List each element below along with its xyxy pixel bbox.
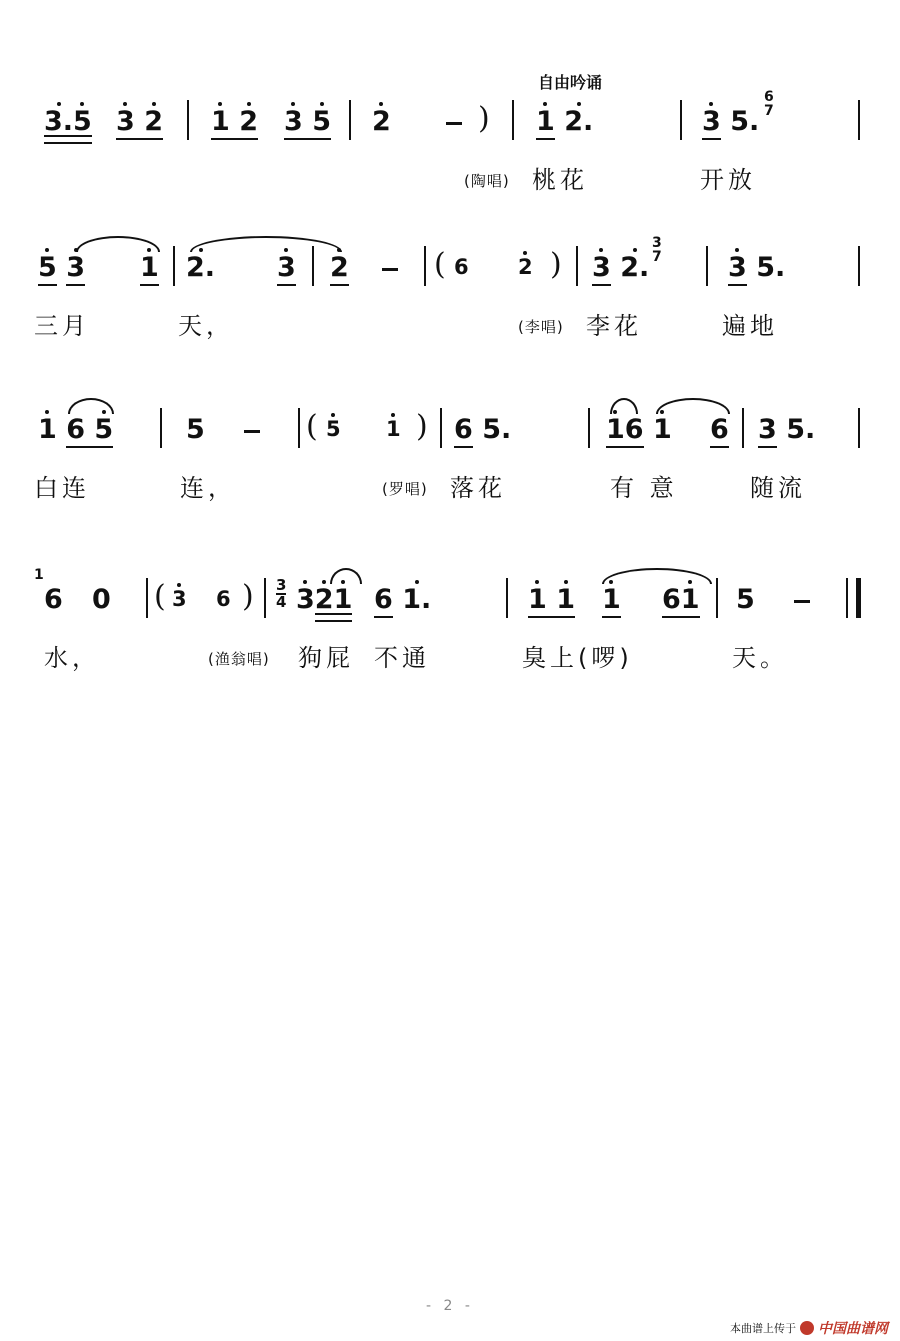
lyric: 白连: [34, 474, 90, 502]
tempo-mark: 自由吟诵: [538, 73, 603, 92]
score-row-4: [0, 567, 900, 690]
note-group: 1 2.: [536, 106, 594, 137]
lyric: 开放: [700, 166, 756, 194]
paren-close: ): [550, 247, 562, 282]
dash: [794, 600, 810, 603]
bar-line: [424, 246, 426, 286]
lyric: 三月: [34, 312, 90, 340]
lyric: 不通: [374, 644, 430, 672]
grace-note: 1: [34, 567, 44, 583]
lyric: 落花: [450, 474, 506, 502]
note-group: 1 1: [528, 584, 575, 615]
lyric: 有 意: [610, 474, 678, 502]
note-group: 321: [296, 584, 353, 615]
bar-line: [349, 100, 351, 140]
note-group: 3 5.: [702, 106, 760, 137]
note-group: 3.5: [44, 106, 92, 137]
singer-label: (陶唱): [464, 172, 510, 190]
lyric: 李花: [586, 312, 642, 340]
note: 1: [140, 252, 159, 283]
note: 2: [330, 252, 349, 283]
paren-close: ): [416, 409, 428, 444]
score-row-2: [0, 235, 900, 358]
note-group: 6 5.: [454, 414, 512, 445]
lyric: 随流: [750, 474, 806, 502]
source-prefix: 本曲谱上传于: [730, 1322, 796, 1335]
lyric: 狗屁: [298, 644, 354, 672]
singer-label: (李唱): [518, 318, 564, 336]
bar-line: [576, 246, 578, 286]
note: 5: [186, 414, 205, 445]
bar-line: [298, 408, 300, 448]
lyric: 天。: [732, 644, 788, 672]
bar-line: [742, 408, 744, 448]
note-group: 1 2: [211, 106, 258, 137]
source-credit: [730, 1318, 888, 1338]
bar-line: [312, 246, 314, 286]
final-bar-thin: [846, 578, 848, 618]
lyric: 水，: [44, 644, 100, 672]
note-group: 6 1.: [374, 584, 432, 615]
note: 2: [372, 106, 391, 137]
note: 5: [326, 417, 341, 441]
note-group: 3 2.: [592, 252, 650, 283]
note-group: 3 2: [116, 106, 163, 137]
tie: [602, 568, 712, 584]
note-group: 3 5: [284, 106, 331, 137]
paren-close: ): [242, 579, 254, 614]
bar-line: [680, 100, 682, 140]
lyric: 桃花: [532, 166, 588, 194]
site-logo-icon: [800, 1321, 814, 1335]
score-row-1: [0, 89, 900, 212]
lyric: 天，: [178, 312, 234, 340]
dash: [446, 122, 462, 125]
page-number: - 2 -: [426, 1298, 474, 1314]
note: 6: [44, 584, 63, 615]
bar-line: [173, 246, 175, 286]
lyric: 遍地: [722, 312, 778, 340]
note: 3: [277, 252, 296, 283]
note-group: 61: [662, 584, 700, 615]
bar-line: [858, 100, 860, 140]
bar-line: [264, 578, 266, 618]
paren-open: (: [434, 247, 446, 282]
grace-note: 6 7: [764, 89, 774, 119]
tie: [330, 568, 362, 584]
note: 6: [216, 587, 231, 611]
bar-line: [588, 408, 590, 448]
singer-label: (罗唱): [382, 480, 428, 498]
note-group: 1 6 5: [38, 414, 114, 445]
note-group: 5 3: [38, 252, 85, 283]
grace-note: 3 7: [652, 235, 662, 265]
paren-open: (: [154, 579, 166, 614]
bar-line: [706, 246, 708, 286]
note: 2.: [186, 252, 216, 283]
bar-line: [858, 246, 860, 286]
note: 0: [92, 584, 111, 615]
bar-line: [187, 100, 189, 140]
time-signature: 3 4: [276, 576, 287, 611]
paren-open: (: [306, 409, 318, 444]
singer-label: (渔翁唱): [208, 650, 270, 668]
lyric: 连，: [180, 474, 236, 502]
note: 5: [736, 584, 755, 615]
bar-line: [716, 578, 718, 618]
note: 6: [710, 414, 729, 445]
score-row-3: [0, 400, 900, 520]
bar-line: [512, 100, 514, 140]
lyric: 臭上(啰): [522, 644, 633, 672]
tie: [190, 236, 342, 252]
note-group: 16 1: [606, 414, 672, 445]
tie: [68, 398, 114, 414]
note: 6: [454, 255, 469, 279]
bar-line: [160, 408, 162, 448]
note-group: 3 5.: [758, 414, 816, 445]
paren-close: ): [478, 101, 490, 136]
bar-line: [146, 578, 148, 618]
note: 3: [172, 587, 187, 611]
bar-line: [858, 408, 860, 448]
final-bar-thick: [856, 578, 861, 618]
tie: [656, 398, 730, 414]
note: 1: [386, 417, 401, 441]
bar-line: [506, 578, 508, 618]
note: 2: [518, 255, 533, 279]
dash: [382, 268, 398, 271]
bar-line: [440, 408, 442, 448]
note: 1: [602, 584, 621, 615]
site-name[interactable]: 中国曲谱网: [818, 1321, 888, 1337]
note-group: 3 5.: [728, 252, 786, 283]
dash: [244, 430, 260, 433]
